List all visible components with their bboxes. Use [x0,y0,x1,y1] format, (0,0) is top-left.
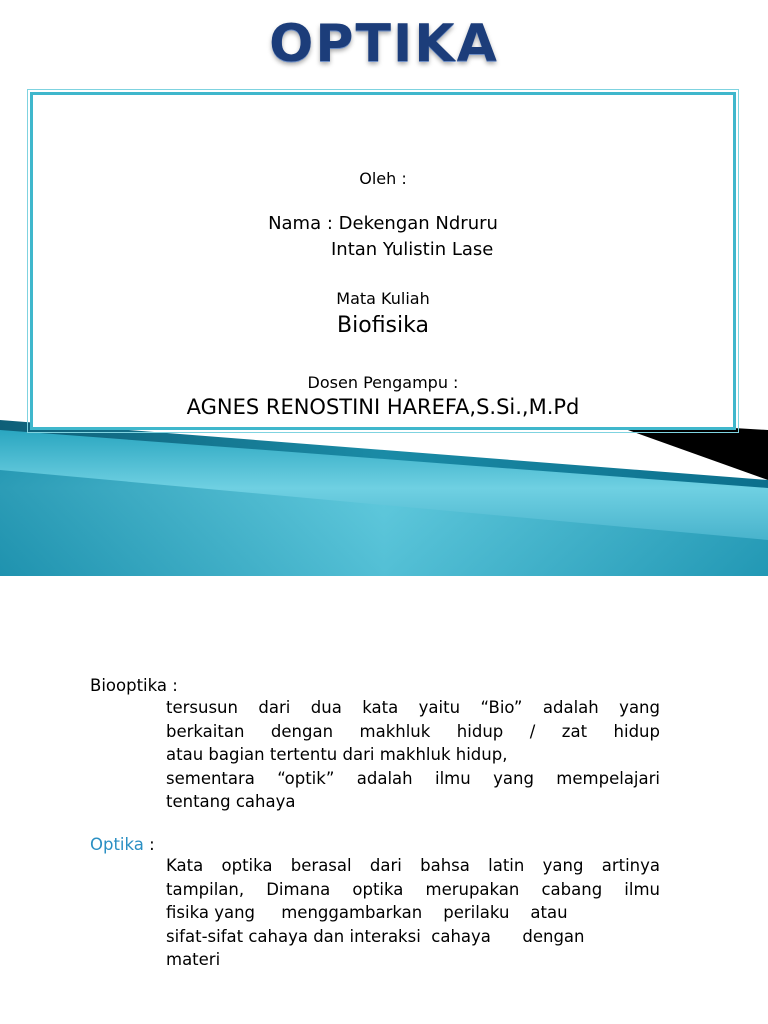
lecturer-name: AGNES RENOSTINI HAREFA,S.Si.,M.Pd [186,395,580,419]
biooptika-line: sementara “optik” adalah ilmu yang mempelajari [166,768,660,788]
optika-heading-row [90,833,155,857]
optika-colon: : [143,835,155,854]
biooptika-text [166,696,660,814]
name-line-2: Intan Yulistin Lase [331,239,494,260]
biooptika-line: tersusun dari dua kata yaitu “Bio” adalah yang [166,698,660,717]
biooptika-line: atau bagian tertentu dari makhluk hidup, [166,745,508,764]
biooptika-line: tentang cahaya [166,792,296,811]
optika-line: materi [166,950,221,969]
course-name: Biofisika [337,313,429,338]
optika-heading: Optika [90,835,144,854]
info-box [30,92,736,430]
lecturer-label: Dosen Pengampu : [307,373,459,392]
content-slide [0,576,768,1024]
name-line-1: Nama : Dekengan Ndruru [268,213,498,234]
slide-title: OPTIKA [269,14,499,74]
optika-line: tampilan, Dimana optika merupakan cabang ilmu [166,879,660,899]
optika-line: sifat-sifat cahaya dan interaksi cahaya dengan [166,926,585,946]
biooptika-line: berkaitan dengan makhluk hidup / zat hidup [166,721,660,741]
optika-text [166,854,660,972]
biooptika-heading: Biooptika : [90,676,178,695]
course-label: Mata Kuliah [336,289,430,308]
optika-line: Kata optika berasal dari bahsa latin yang artinya [166,856,660,875]
optika-line: fisika yang menggambarkan perilaku atau [166,903,568,922]
oleh-label: Oleh : [359,169,407,188]
